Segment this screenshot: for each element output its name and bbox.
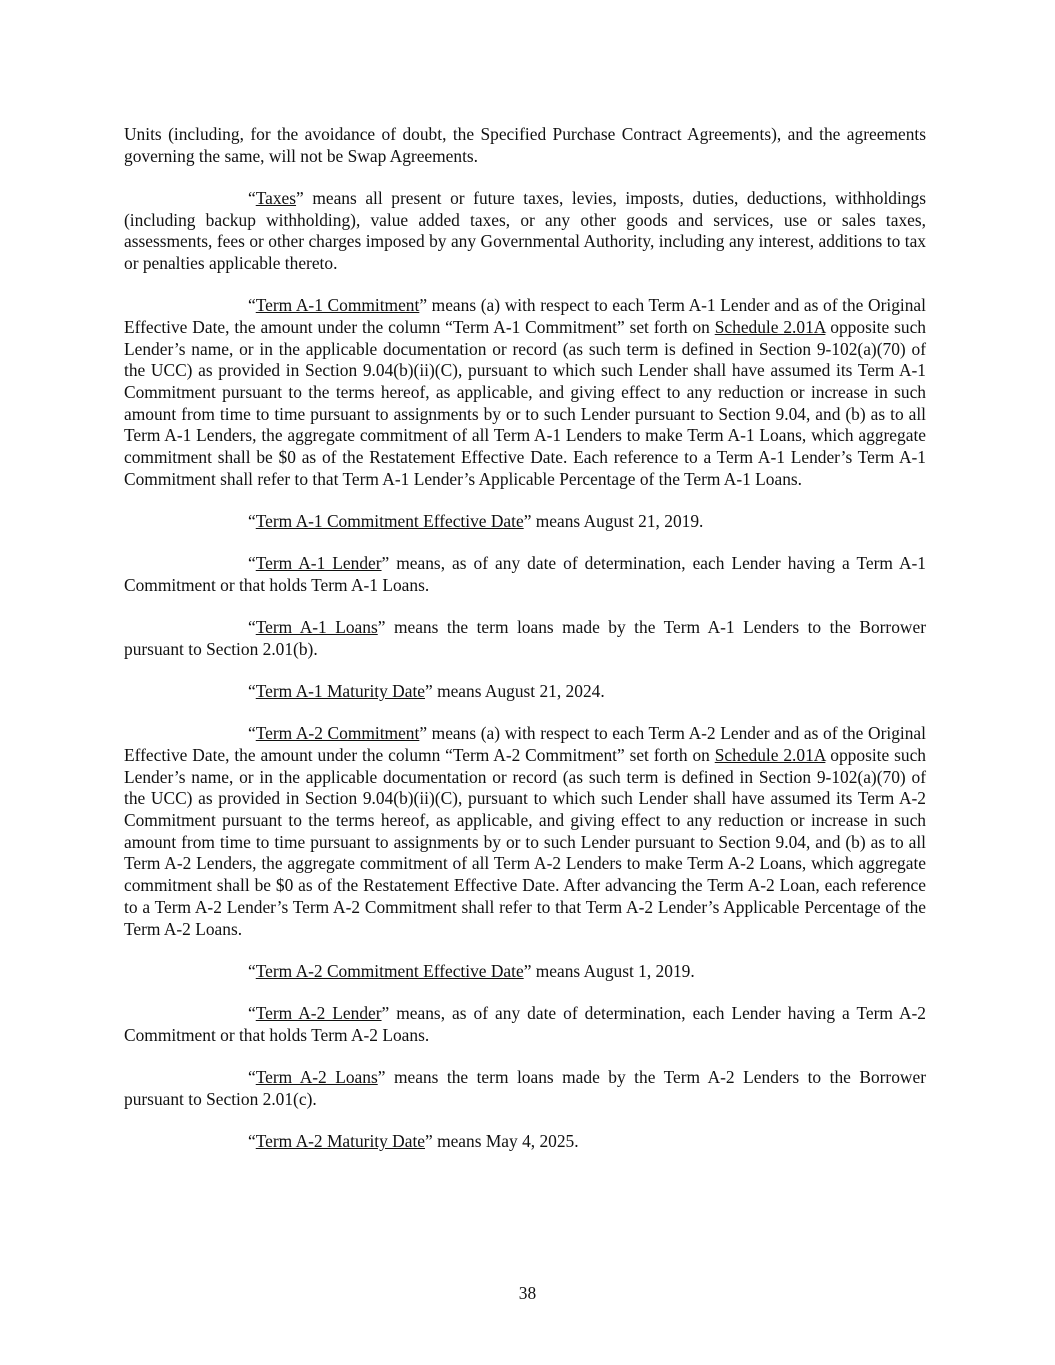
definition-text: ” means May 4, 2025. — [425, 1130, 579, 1151]
open-quote: “ — [248, 187, 256, 208]
definition-term-a1-lender — [124, 553, 926, 596]
schedule-reference: Schedule 2.01A — [714, 316, 826, 337]
definition-text: ” means the term loans made by the Term A-2 Lenders to the Borrower pursuant to Section 2.01(c). — [124, 1066, 926, 1109]
definition-term-a1-commitment — [124, 295, 926, 490]
definition-text: opposite such Lender’s name, or in the applicable documentation or record (as such term is defined in Section 9-102(a)(70) of the UCC) as provided in Section 9.04(b)(ii)(C), pursuant to which such Lender shall have assumed its Term A-2 Commitment pursuant to the terms hereof, as applicable, and giving effect to any reduction or increase in such amount from time to time pursuant to assignments by or to such Lender pursuant to Section 9.04, and (b) as to all Term A-2 Lenders, the aggregate commitment of all Term A-2 Lenders to make Term A-2 Loans, which aggregate commitment shall be $0 as of the Restatement Effective Date. After advancing the Term A-2 Loan, each reference to a Term A-2 Lender’s Term A-2 Commitment shall refer to that Term A-2 Lender’s Applicable Percentage of the Term A-2 Loans. — [124, 744, 926, 939]
definition-text: ” means August 21, 2019. — [523, 511, 704, 532]
definition-text: ” means (a) with respect to each Term A-1 Lender and as of the Original Effective Date, the amount under the column “Term A-1 Commitment” set forth on — [124, 295, 926, 337]
open-quote: “ — [248, 1130, 256, 1151]
definition-text: ” means, as of any date of determination, each Lender having a Term A-1 Commitment or that holds Term A-1 Loans. — [124, 553, 926, 595]
defined-term: Term A-1 Lender — [255, 553, 382, 574]
open-quote: “ — [248, 511, 256, 532]
open-quote: “ — [248, 681, 256, 702]
defined-term: Term A-1 Maturity Date — [255, 681, 425, 702]
definition-term-a2-commitment-effective-date — [124, 961, 926, 983]
definition-term-a2-commitment — [124, 723, 926, 940]
defined-term: Term A-2 Commitment — [255, 723, 420, 744]
definition-text: ” means August 21, 2024. — [425, 681, 605, 702]
definition-text: ” means all present or future taxes, levies, imposts, duties, deductions, withholdings (including backup withholding), value added taxes, or any other goods and services, use or sales taxes, assessments, fees or other charges imposed by any Governmental Authority, including any interest, additions to tax or penalties applicable thereto. — [124, 187, 926, 274]
defined-term: Term A-2 Lender — [255, 1003, 382, 1023]
definition-text: ” means (a) with respect to each Term A-2 Lender and as of the Original Effective Date, the amount under the column “Term A-2 Commitment” set forth on — [124, 723, 926, 765]
definition-term-a2-maturity-date — [124, 1131, 926, 1153]
paragraph-text: Units (including, for the avoidance of doubt, the Specified Purchase Contract Agreements), and the agreements governing the same, will not be Swap Agreements. — [124, 124, 926, 166]
defined-term: Term A-1 Commitment Effective Date — [255, 511, 524, 532]
open-quote: “ — [248, 553, 256, 574]
definition-taxes — [124, 188, 926, 275]
definition-text: opposite such Lender’s name, or in the applicable documentation or record (as such term is defined in Section 9-102(a)(70) of the UCC) as provided in Section 9.04(b)(ii)(C), pursuant to which such Lender shall have assumed its Term A-1 Commitment pursuant to the terms hereof, as applicable, and giving effect to any reduction or increase in such amount from time to time pursuant to assignments by or to such Lender pursuant to Section 9.04, and (b) as to all Term A-1 Lenders, the aggregate commitment of all Term A-1 Lenders to make Term A-1 Loans, which aggregate commitment shall be $0 as of the Restatement Effective Date. Each reference to a Term A-1 Lender’s Term A-1 Commitment shall refer to that Term A-1 Lender’s Applicable Percentage of the Term A-1 Loans. — [124, 316, 926, 489]
definition-term-a1-commitment-effective-date — [124, 511, 926, 533]
continuation-paragraph — [124, 124, 926, 167]
open-quote: “ — [248, 1003, 256, 1023]
defined-term: Term A-2 Loans — [255, 1066, 378, 1087]
open-quote: “ — [248, 723, 256, 744]
page-number: 38 — [518, 1283, 537, 1303]
document-page — [124, 124, 926, 1173]
defined-term: Taxes — [255, 187, 297, 208]
definition-term-a2-lender — [124, 1003, 926, 1046]
definition-text: ” means August 1, 2019. — [523, 960, 695, 981]
defined-term: Term A-2 Commitment Effective Date — [255, 960, 524, 981]
defined-term: Term A-2 Maturity Date — [255, 1130, 425, 1151]
definition-text: ” means, as of any date of determination, each Lender having a Term A-2 Commitment or that holds Term A-2 Loans. — [124, 1003, 926, 1045]
definition-term-a2-loans — [124, 1067, 926, 1110]
schedule-reference: Schedule 2.01A — [714, 744, 826, 765]
definition-term-a1-loans — [124, 617, 926, 660]
defined-term: Term A-1 Loans — [255, 617, 378, 638]
open-quote: “ — [248, 295, 256, 316]
defined-term: Term A-1 Commitment — [255, 295, 420, 316]
definition-term-a1-maturity-date — [124, 681, 926, 703]
open-quote: “ — [248, 1066, 256, 1087]
definition-text: ” means the term loans made by the Term A-1 Lenders to the Borrower pursuant to Section 2.01(b). — [124, 617, 926, 659]
open-quote: “ — [248, 617, 256, 638]
open-quote: “ — [248, 960, 256, 981]
